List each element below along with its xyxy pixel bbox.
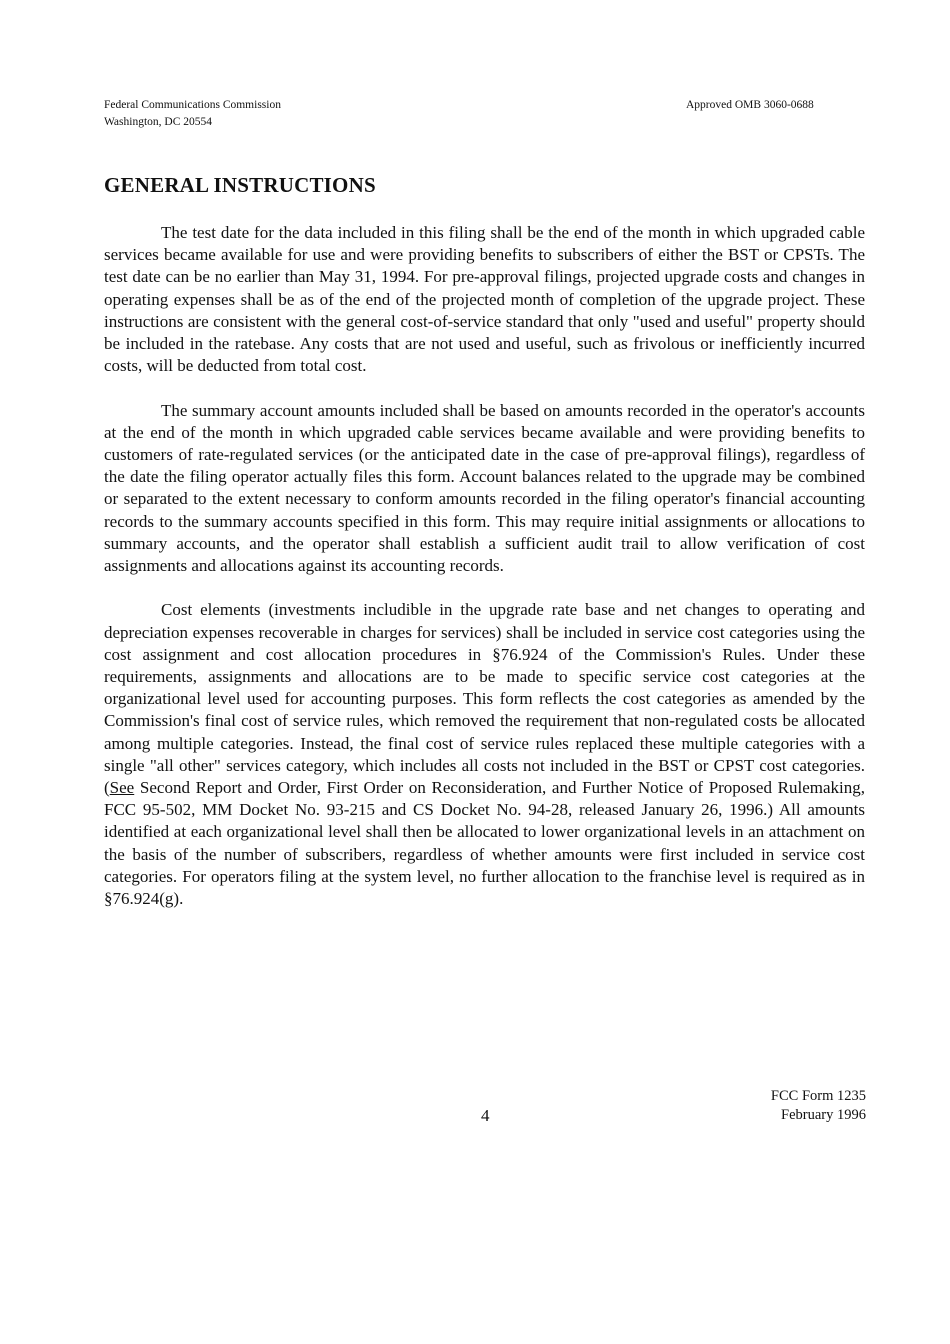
instructions-body: [104, 222, 865, 932]
agency-address: Washington, DC 20554: [104, 116, 213, 128]
agency-name: Federal Communications Commission: [104, 99, 281, 111]
page-number: 4: [481, 1106, 490, 1125]
page-title: GENERAL INSTRUCTIONS: [104, 173, 376, 197]
omb-approval: Approved OMB 3060-0688: [686, 99, 814, 111]
paragraph-1: The test date for the data included in this filing shall be the end of the month in which upgraded cable services became available for use and were providing benefits to subscribers of either the BST or CPSTs. The test date can be no earlier than May 31, 1994. For pre-approval filings, projected upgrade costs and changes in operating expenses shall be as of the end of the projected month of completion of the upgrade project. These instructions are consistent with the general cost-of-service standard that only "used and useful" property should be included in the ratebase. Any costs that are not used and useful, such as frivolous or inefficiently incurred costs, will be deducted from total cost.: [104, 223, 865, 376]
footer-form-info: [750, 1087, 866, 1125]
see-citation: See: [109, 778, 135, 798]
paragraph-3-part-b: Second Report and Order, First Order on Reconsideration, and Further Notice of Proposed Rulemaking, FCC 95-502, MM Docket No. 93-215 and CS Docket No. 94-28, released January 26, 1996.) All amounts identified at each organizational level shall then be allocated to lower organizational levels in an attachment on the basis of the number of subscribers, regardless of whether amounts were first included in service cost categories. For operators filing at the system level, no further allocation to the franchise level is required as in §76.924(g).: [104, 778, 865, 909]
paragraph-3-part-a: Cost elements (investments includible in the upgrade rate base and net changes to operating and depreciation expenses recoverable in charges for services) shall be included in service cost categories using the cost assignment and cost allocation procedures in §76.924 of the Commission's Rules. Under these requirements, assignments and allocations are to be made to specific service cost categories at the organizational level used for accounting purposes. This form reflects the cost categories as amended by the Commission's final cost of service rules, which removed the requirement that non-regulated costs be allocated among multiple categories. Instead, the final cost of service rules replaced these multiple categories with a single "all other" services category, which includes all costs not included in the BST or CPST cost categories. (: [104, 600, 865, 798]
form-name: FCC Form 1235: [770, 1088, 866, 1104]
paragraph-3: [104, 599, 865, 910]
header-left: [104, 97, 281, 131]
form-date: February 1996: [781, 1107, 866, 1123]
paragraph-2: The summary account amounts included shall be based on amounts recorded in the operator's accounts at the end of the month in which upgraded cable services became available and were providing benefits to customers of rate-regulated services (or the anticipated date in the case of pre-approval filings), regardless of the date the filing operator actually files this form. Account balances related to the upgrade may be combined or separated to the extent necessary to conform amounts recorded in the filing operator's financial accounting records to the summary accounts specified in this form. This may require initial assignments or allocations to summary accounts, and the operator shall establish a sufficient audit trail to allow verification of cost assignments and allocations against its accounting records.: [104, 400, 865, 576]
